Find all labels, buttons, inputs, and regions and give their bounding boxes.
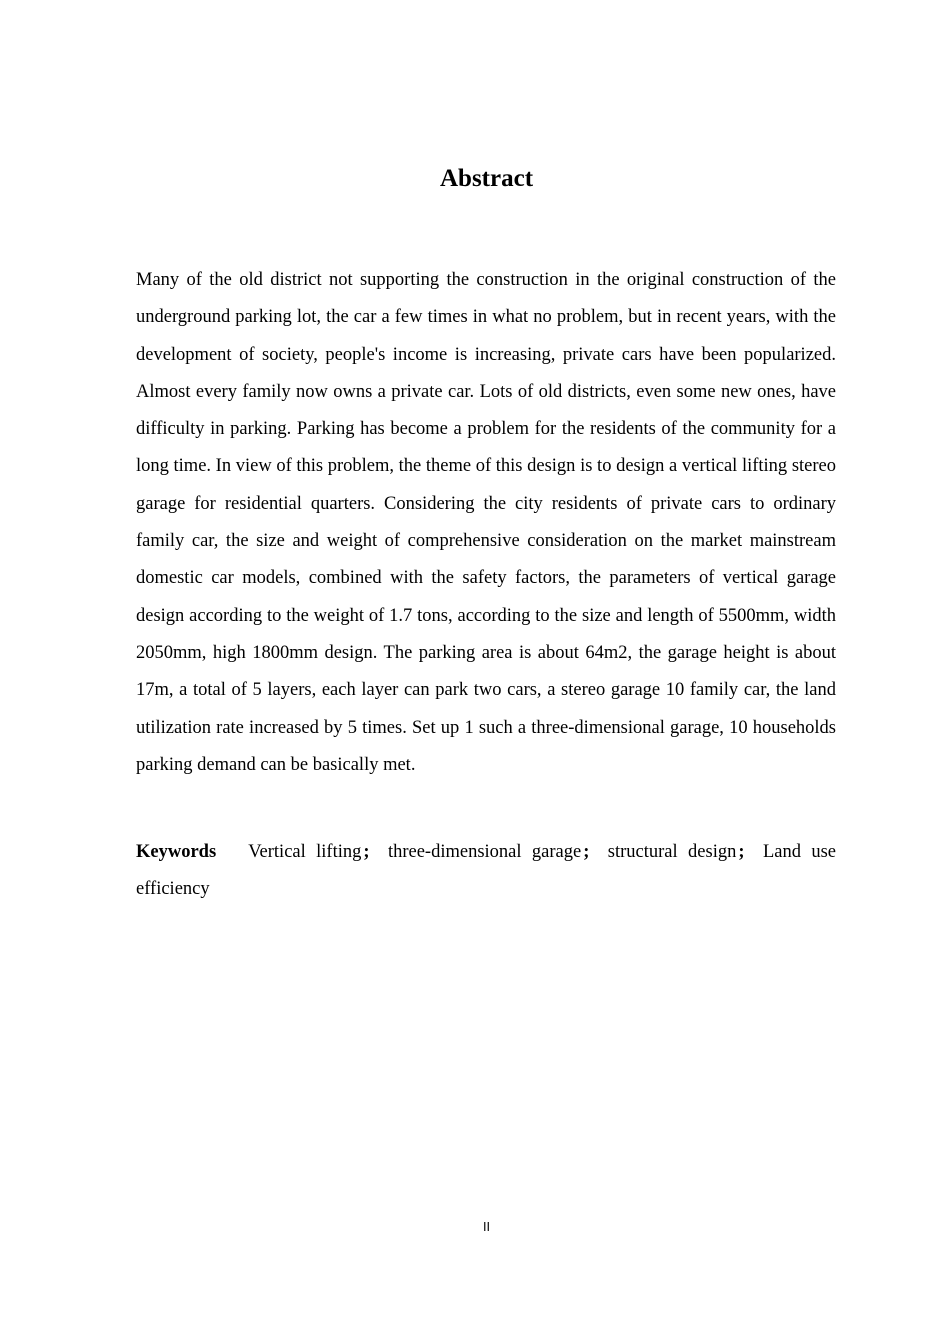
keyword-separator: ; <box>363 842 370 862</box>
keywords-section <box>136 834 836 909</box>
keyword-separator: ; <box>738 842 745 862</box>
abstract-title: Abstract <box>439 165 534 192</box>
keyword-item: structural design <box>607 842 737 862</box>
page-number: II <box>482 1220 491 1234</box>
abstract-body: Many of the old district not supporting the construction in the original construction of the underground parking lot, the car a few times in what no problem, but in recent years, with the development of society, people's income is increasing, private cars have been popularized. Almost every family now owns a private car. Lots of old districts, even some new ones, have difficulty in parking. Parking has become a problem for the residents of the community for a long time. In view of this problem, the theme of this design is to design a vertical lifting stereo garage for residential quarters. Considering the city residents of private cars to ordinary family car, the size and weight of comprehensive consideration on the market mainstream domestic car models, combined with the safety factors, the parameters of vertical garage design according to the weight of 1.7 tons, according to the size and length of 5500mm, width 2050mm, high 1800mm design. The parking area is about 64m2, the garage height is about 17m, a total of 5 layers, each layer can park two cars, a stereo garage 10 family car, the land utilization rate increased by 5 times. Set up 1 such a three-dimensional garage, 10 households parking demand can be basically met. <box>136 270 836 775</box>
keyword-separator: ; <box>583 842 590 862</box>
keywords-label: Keywords <box>136 842 217 862</box>
keyword-item: three-dimensional garage <box>387 842 582 862</box>
keyword-item: Land use efficiency <box>136 842 837 900</box>
keyword-item: Vertical lifting <box>248 842 362 862</box>
